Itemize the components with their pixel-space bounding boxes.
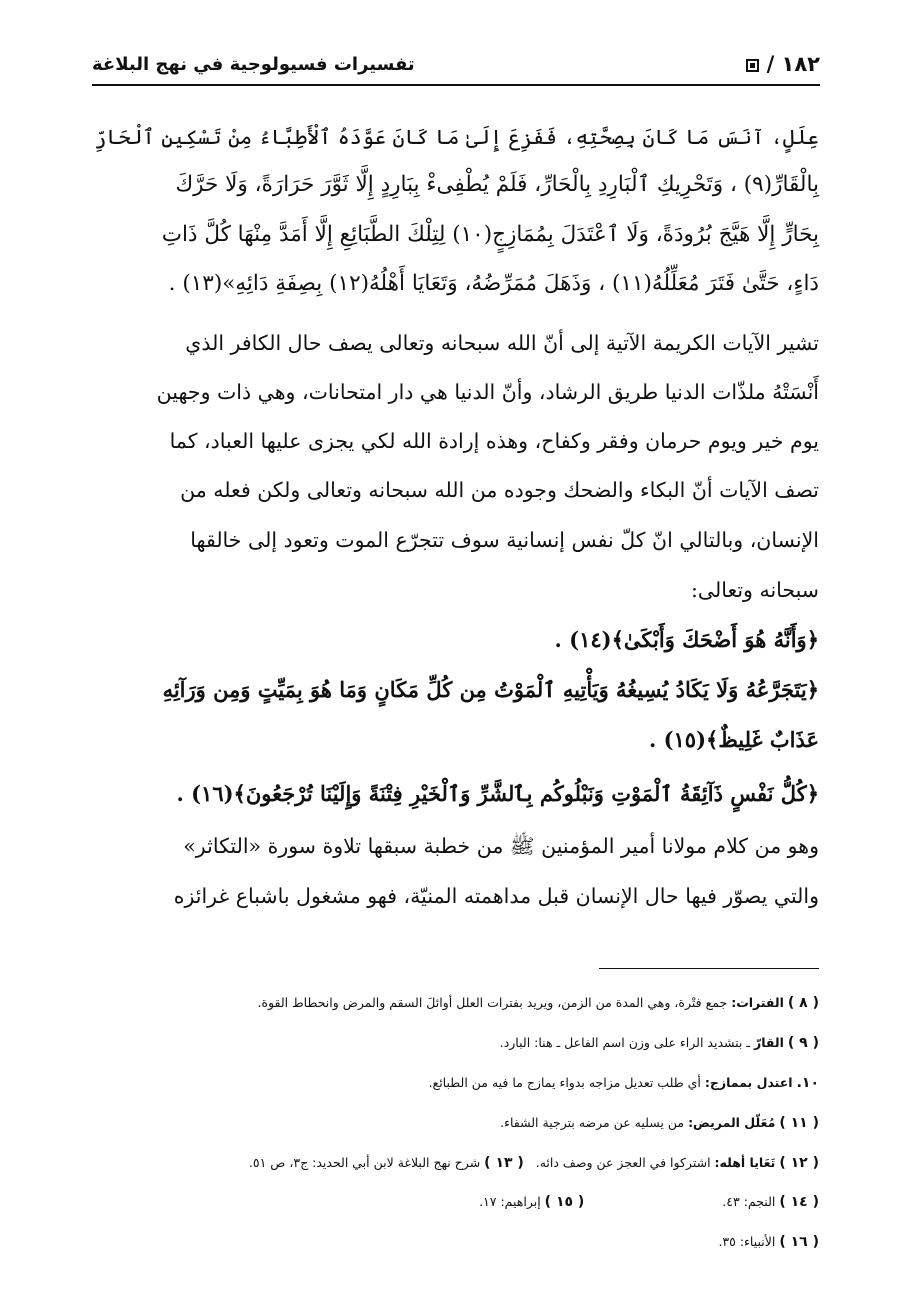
verse-2-line-2: عَذَابٌ غَلِيظٌ﴾(١٥) .	[648, 727, 819, 752]
footnote-term: اعتدل بممازج:	[704, 1075, 793, 1090]
footnote-number: ( ١٣ )	[484, 1155, 524, 1171]
nahj-line-4: دَاءٍ، حَتَّىٰ فَتَرَ مُعَلِّلُهُ(١١) ، وَذَهَلَ مُمَرِّضُهُ، وَتَعَايَا أَهْلُهُ(١٢) بِصِفَةِ دَائِهِ»(١٣) .	[168, 271, 819, 296]
prose-line-4: تصف الآيات أنّ البكاء والضحك وجوده من الله سبحانه وتعالى ولكن فعله من	[180, 478, 819, 502]
footnote-text: اشتركوا في العجز عن وصف دائه.	[535, 1155, 711, 1170]
footnote-11	[49, 1113, 819, 1133]
footnote-term: مُعَلّل المريض:	[688, 1115, 776, 1130]
footnote-text: النجم: ٤٣.	[722, 1194, 776, 1209]
verse-3: ﴿كُلُّ نَفْسٍ ذَآئِقَةُ ٱلْمَوْتِ وَنَبْلُوكُم بِٱلشَّرِّ وَٱلْخَيْرِ فِتْنَةً وَإِلَيْنَا تُرْجَعُونَ﴾(١٦) .	[176, 781, 819, 806]
footnote-term: تَعَايا أهله:	[714, 1155, 776, 1170]
square-bullet-icon	[746, 59, 759, 72]
closing-line-1: وهو من كلام مولانا أمير المؤمنين ﷺ من خطبة سبقها تلاوة سورة «التكاثر»	[183, 834, 819, 858]
footnote-14-15	[49, 1192, 819, 1212]
footnote-number: ١٠.	[796, 1075, 819, 1091]
prose-line-3: يوم خير ويوم حرمان وفقر وكفاح، وهذه إرادة الله لكي يجزى عليها العباد، كما	[169, 429, 819, 453]
footnote-term: الفترات:	[731, 995, 784, 1010]
footnote-8	[49, 993, 819, 1013]
footnote-9	[49, 1033, 819, 1053]
nahj-line-3: بِحَارٍّ إِلَّا هَيَّجَ بُرُودَةً، وَلَا ٱعْتَدَلَ بِمُمَازِجٍ(١٠) لِتِلْكَ الطَّبَائِعِ إِلَّا أَمَدَّ مِنْهَا كُلَّ ذَاتِ	[161, 222, 819, 247]
prose-line-1: تشير الآيات الكريمة الآتية إلى أنّ الله سبحانه وتعالى يصف حال الكافر الذي	[185, 331, 819, 355]
footnote-16	[49, 1232, 819, 1252]
footnote-number: ( ١٢ )	[779, 1155, 819, 1171]
nahj-line-2: بِالْقَارِّ(٩) ، وَتَحْرِيكِ ٱلْبَارِدِ بِالْحَارِّ، فَلَمْ يُطْفِىءْ بِبَارِدٍ إِلَّا ثَوَّرَ حَرَارَةً، وَلَا حَرَّكَ	[175, 172, 819, 197]
footnote-text: من يسليه عن مرضه بترجية الشفاء.	[500, 1115, 685, 1130]
footnote-12-13	[49, 1153, 819, 1173]
footnote-text: الأنبياء: ٣٥.	[718, 1234, 776, 1249]
footnote-text: ـ بتشديد الراء على وزن اسم الفاعل ـ هنا: البارد.	[499, 1035, 751, 1050]
footnote-number: ( ١١ )	[779, 1115, 819, 1131]
page-header	[92, 44, 820, 86]
footnote-text: إبراهيم: ١٧.	[479, 1194, 541, 1209]
nahj-line-1: عِلَلٍ، آنَسَ مَا كَانَ بِصِحَّتِهِ، فَفَزِعَ إِلَىٰ مَا كَانَ عَوَّدَهُ ٱلْأَطِبَّاءُ مِنْ تَسْكِينِ ٱلْحَارِّ	[94, 125, 819, 149]
prose-line-6: سبحانه وتعالى:	[690, 578, 819, 602]
footnote-text: جمع فتْرة، وهي المدة من الزمن، ويريد بفترات العلل أوائلَ السقم والمرض وانحطاط القوة.	[257, 995, 728, 1010]
closing-line-2: والتي يصوّر فيها حال الإنسان قبل مداهمته المنيّة، فهو مشغول باشباع غرائزه	[173, 884, 819, 908]
footnote-10	[49, 1073, 819, 1093]
verse-2-line-1: ﴿يَتَجَرَّعُهُ وَلَا يَكَادُ يُسِيغُهُ وَيَأْتِيهِ ٱلْمَوْتُ مِن كُلِّ مَكَانٍ وَمَا هُوَ بِمَيِّتٍ وَمِن وَرَآئِهِ	[162, 677, 819, 702]
footnote-term: القارّ	[754, 1035, 784, 1050]
book-title: تفسيرات فسيولوجية في نهج البلاغة	[92, 54, 415, 75]
footnote-separator	[599, 968, 819, 969]
footnote-number: ( ١٥ )	[544, 1194, 585, 1210]
footnote-number: ( ١٦ )	[779, 1234, 819, 1250]
prose-line-2: أَنْسَتْهُ ملذّات الدنيا طريق الرشاد، وأنّ الدنيا هي دار امتحانات، وهي ذات وجهين	[156, 380, 819, 404]
footnote-number: ( ٩ )	[787, 1035, 819, 1051]
footnote-number: ( ٨ )	[787, 995, 819, 1011]
page-number	[746, 52, 820, 76]
footnote-text: شرح نهج البلاغة لابن أبي الحديد: ج٣، ص ٥١.	[248, 1155, 481, 1170]
footnote-number: ( ١٤ )	[779, 1194, 819, 1210]
footnote-text: أي طلب تعديل مزاجه بدواء يمازج ما فيه من الطبائع.	[428, 1075, 701, 1090]
prose-line-5: الإنسان، وبالتالي انّ كلّ نفس إنسانية سوف تتجرّع الموت وتعود إلى خالقها	[190, 528, 819, 552]
page-number-text: ١٨٢ /	[766, 52, 820, 76]
verse-1: ﴿وَأَنَّهُ هُوَ أَضْحَكَ وَأَبْكَىٰ﴾(١٤) .	[554, 627, 819, 652]
